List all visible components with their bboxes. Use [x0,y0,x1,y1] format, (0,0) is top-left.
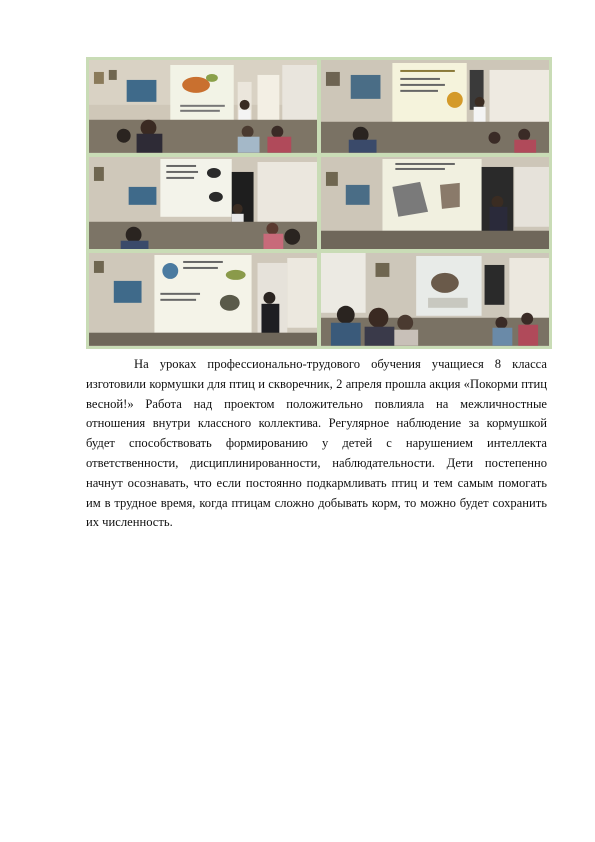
classroom-photo-4 [321,157,549,250]
classroom-photo-2 [321,60,549,153]
classroom-photo-1 [89,60,317,153]
body-paragraph: На уроках профессионально-трудового обучения учащиеся 8 класса изготовили кормушки для птиц и скворечник, 2 апреля прошла акция «Покорми птиц весной!» Работа над проектом положительно повлияла на межличностные отношения внутри классного коллектива. Регулярное наблюдение за кормушкой будет способствовать формированию у детей с нарушением интеллекта ответственности, дисциплинированности, наблюдательности. Дети постепенно начнут осознавать, что если постоянно подкармливать птиц и тем самым помогать им в трудное время, когда птицам сложно добывать корм, то можно будет сохранить их численность. [86,357,547,530]
classroom-photo-5 [89,253,317,346]
photo-collage [86,57,552,349]
classroom-photo-3 [89,157,317,250]
classroom-photo-6 [321,253,549,346]
